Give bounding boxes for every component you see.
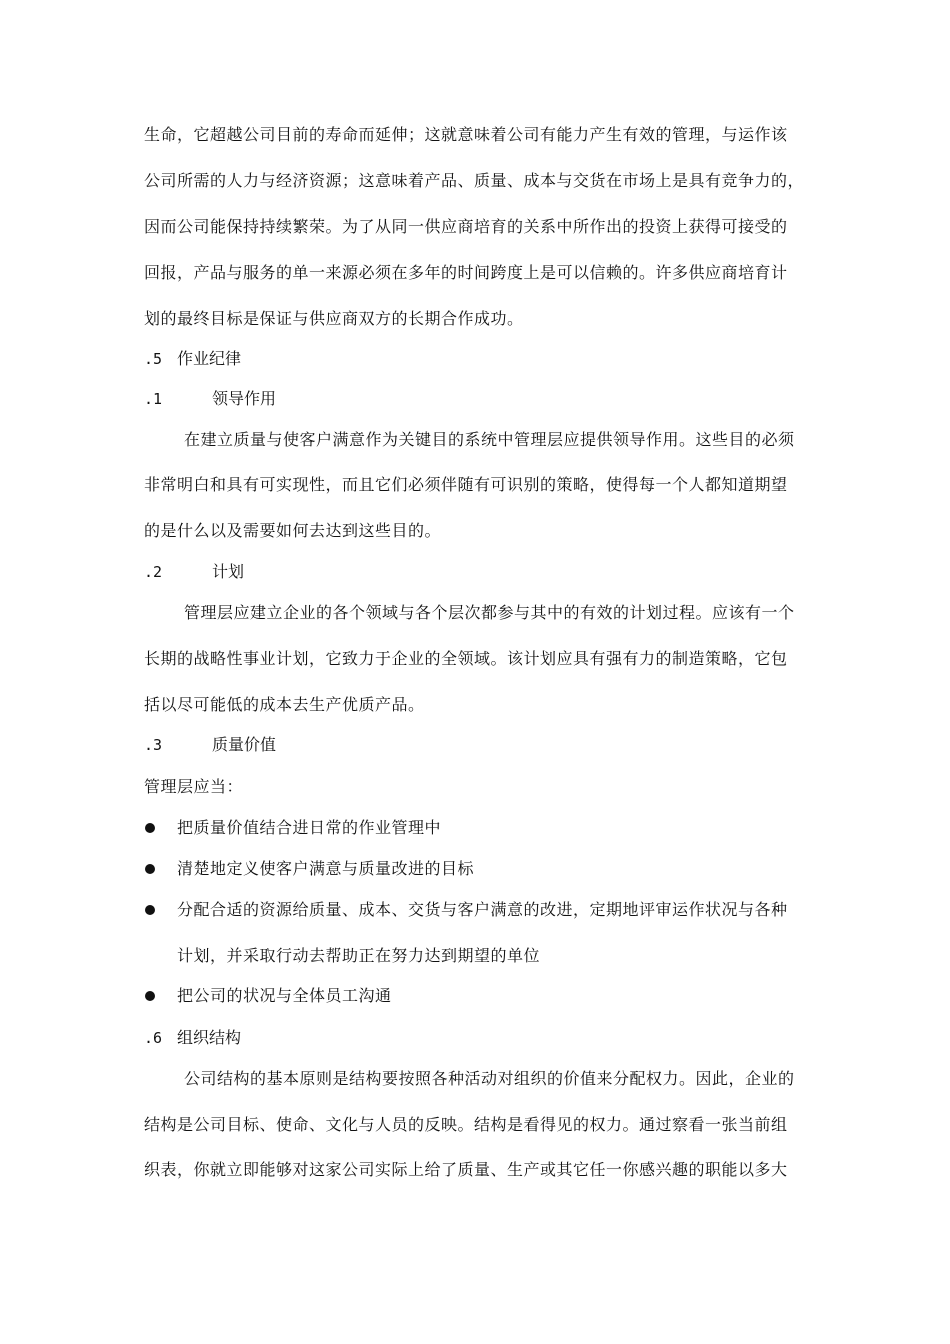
intro-line-3: 因而公司能保持持续繁荣。为了从同一供应商培育的关系中所作出的投资上获得可接受的 — [144, 217, 788, 236]
bullet-icon — [145, 991, 155, 1001]
quality-bullet-1: 把质量价值结合进日常的作业管理中 — [177, 818, 442, 837]
intro-line-2: 公司所需的人力与经济资源；这意味着产品、质量、成本与交货在市场上是具有竞争力的， — [144, 171, 805, 190]
subsection-2-title: 计划 — [212, 562, 245, 581]
section-5-title: 作业纪律 — [177, 349, 242, 368]
subsection-3-title: 质量价值 — [212, 735, 277, 754]
planning-line-3: 括以尽可能低的成本去生产优质产品。 — [144, 695, 425, 714]
structure-line-1: 公司结构的基本原则是结构要按照各种活动对组织的价值来分配权力。因此，企业的 — [184, 1069, 795, 1088]
subsection-2-number: .2 — [144, 563, 163, 581]
subsection-3-number: .3 — [144, 736, 163, 754]
quality-bullet-3-continuation: 计划，并采取行动去帮助正在努力达到期望的单位 — [177, 946, 541, 965]
section-6-title: 组织结构 — [177, 1028, 242, 1047]
section-5-number: .5 — [144, 350, 163, 368]
planning-line-2: 长期的战略性事业计划，它致力于企业的全领域。该计划应具有强有力的制造策略，它包 — [144, 649, 788, 668]
subsection-1-number: .1 — [144, 390, 163, 408]
leadership-line-1: 在建立质量与使客户满意作为关键目的系统中管理层应提供领导作用。这些目的必须 — [184, 430, 795, 449]
quality-bullet-4: 把公司的状况与全体员工沟通 — [177, 986, 392, 1005]
quality-bullet-3: 分配合适的资源给质量、成本、交货与客户满意的改进，定期地评审运作状况与各种 — [177, 900, 788, 919]
structure-line-3: 织表，你就立即能够对这家公司实际上给了质量、生产或其它任一你感兴趣的职能以多大 — [144, 1160, 788, 1179]
quality-lead-text: 管理层应当： — [144, 777, 244, 796]
bullet-icon — [145, 823, 155, 833]
leadership-line-3: 的是什么以及需要如何去达到这些目的。 — [144, 521, 442, 540]
subsection-1-title: 领导作用 — [212, 389, 277, 408]
section-6-number: .6 — [144, 1029, 163, 1047]
bullet-icon — [145, 864, 155, 874]
planning-line-1: 管理层应建立企业的各个领域与各个层次都参与其中的有效的计划过程。应该有一个 — [184, 603, 795, 622]
intro-line-1: 生命，它超越公司目前的寿命而延伸；这就意味着公司有能力产生有效的管理，与运作该 — [144, 125, 788, 144]
structure-line-2: 结构是公司目标、使命、文化与人员的反映。结构是看得见的权力。通过察看一张当前组 — [144, 1115, 788, 1134]
bullet-icon — [145, 905, 155, 915]
intro-line-4: 回报，产品与服务的单一来源必须在多年的时间跨度上是可以信赖的。许多供应商培育计 — [144, 263, 788, 282]
intro-line-5: 划的最终目标是保证与供应商双方的长期合作成功。 — [144, 309, 524, 328]
leadership-line-2: 非常明白和具有可实现性，而且它们必须伴随有可识别的策略，使得每一个人都知道期望 — [144, 475, 788, 494]
quality-bullet-2: 清楚地定义使客户满意与质量改进的目标 — [177, 859, 475, 878]
